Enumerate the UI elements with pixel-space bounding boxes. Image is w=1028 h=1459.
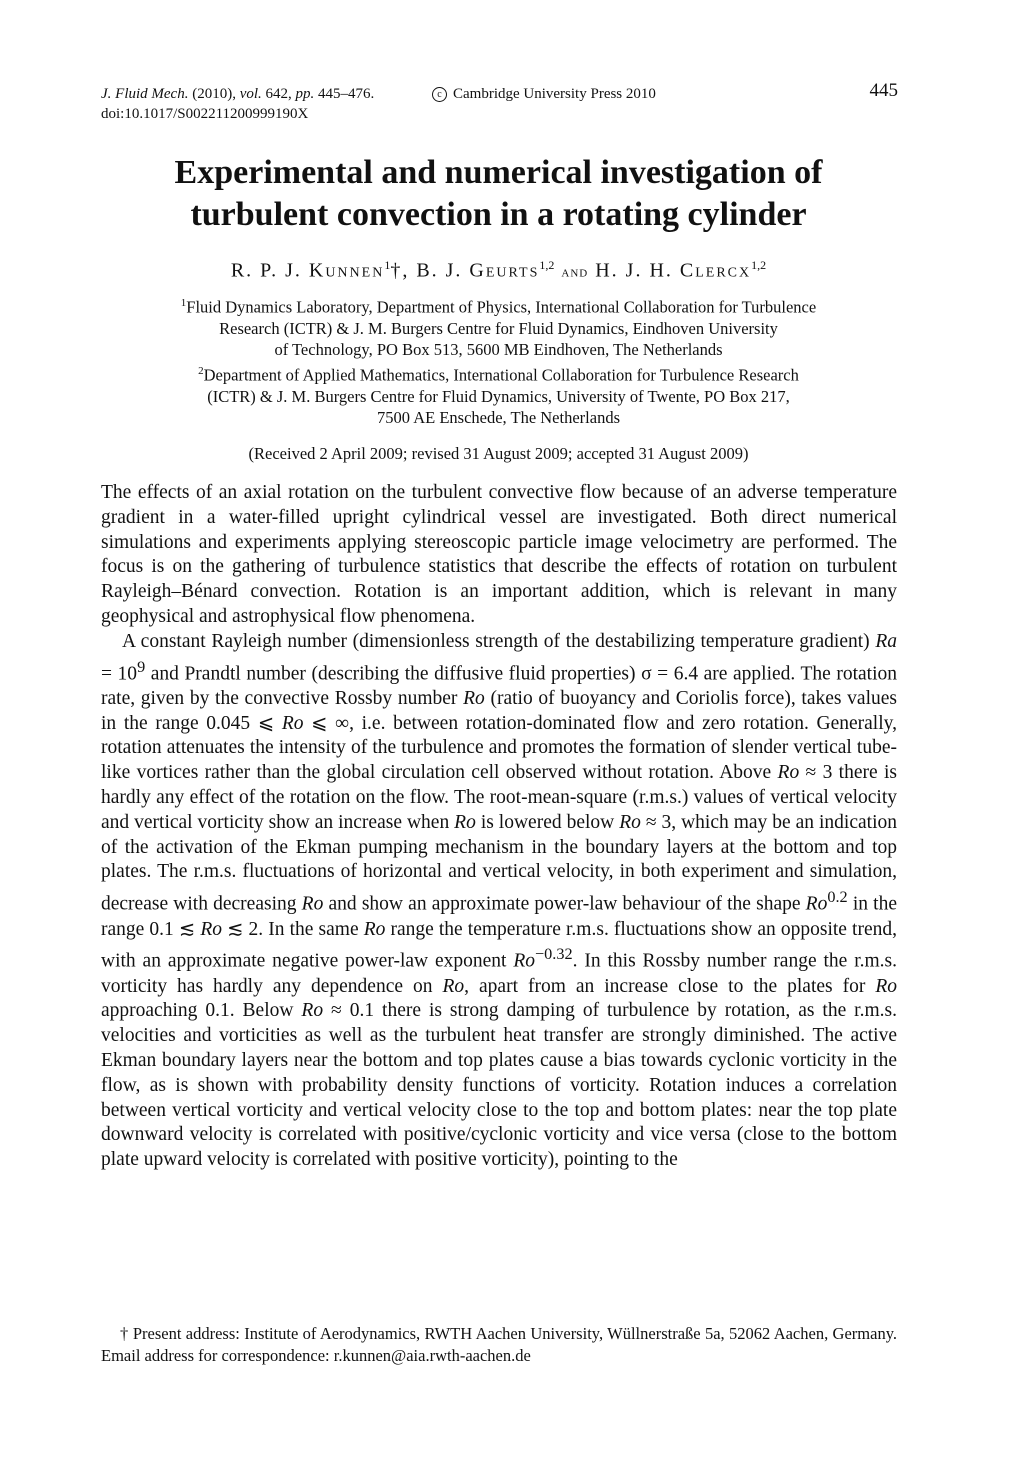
footnote-mark: †	[120, 1324, 129, 1343]
author-2: B. J. Geurts	[416, 259, 540, 282]
author-and: and	[561, 264, 589, 281]
running-header	[101, 84, 898, 105]
received-dates: (Received 2 April 2009; revised 31 August 2009; accepted 31 August 2009)	[248, 444, 749, 463]
author-2-affil: 1,2	[539, 258, 555, 272]
paper-title	[100, 152, 897, 236]
author-list	[100, 258, 897, 283]
author-1: R. P. J. Kunnen	[230, 259, 385, 282]
page-range: 445–476.	[318, 86, 375, 102]
affiliation-1-line-3: of Technology, PO Box 513, 5600 MB Eindhoven, The Netherlands	[274, 339, 723, 359]
affiliation-2-line-2: (ICTR) & J. M. Burgers Centre for Fluid Dynamics, University of Twente, PO Box 217,	[207, 386, 790, 406]
affiliation-2	[100, 361, 897, 428]
volume: 642,	[265, 86, 292, 102]
affiliation-2-line-3: 7500 AE Enschede, The Netherlands	[376, 407, 620, 427]
author-3-affil: 1,2	[751, 258, 767, 272]
title-line-2: turbulent convection in a rotating cylinder	[190, 196, 807, 233]
copyright	[432, 84, 656, 105]
volume-label: vol.	[239, 86, 262, 102]
footnote	[101, 1323, 897, 1367]
doi: doi:10.1017/S002211200999190X	[101, 106, 309, 122]
abstract-paragraph-2: A constant Rayleigh number (dimensionless strength of the destabilizing temperature gradient) $Ra = 10^9$ and Prandtl number (describing the diffusive fluid properties) σ = 6.4 are applied. The rotation rate, given by the convective Rossby number Ro (ratio of buoyancy and Coriolis force), takes values in the range 0.045 ⩽ Ro ⩽ ∞, i.e. between rotation-dominated flow and zero rotation. Generally, rotation attenuates the intensity of the turbulence and promotes the formation of slender vertical tube-like vortices rather than the global circulation cell observed without rotation. Above Ro ≈ 3 there is hardly any effect of the rotation on the flow. The root-mean-square (r.m.s.) values of vertical velocity and vertical vorticity show an increase when Ro is lowered below Ro ≈ 3, which may be an indication of the activation of the Ekman pumping mechanism in the boundary layers at the bottom and top plates. The r.m.s. fluctuations of horizontal and vertical velocity, in both experiment and simulation, decrease with decreasing Ro and show an approximate power-law behaviour of the shape $Ro^{0.2}$ in the range 0.1 ≲ Ro ≲ 2. In the same Ro range the temperature r.m.s. fluctuations show an opposite trend, with an approximate negative power-law exponent $Ro^{-0.32}$. In this Rossby number range the r.m.s. vorticity has hardly any dependence on Ro, apart from an increase close to the plates for Ro approaching 0.1. Below Ro ≈ 0.1 there is strong damping of turbulence by rotation, as the r.m.s. velocities and vorticities as well as the turbulent heat transfer are strongly diminished. The active Ekman boundary layers near the bottom and top plates cause a bias towards cyclonic vorticity in the flow, as is shown with probability density functions of vorticity. Rotation induces a correlation between vertical vorticity and vertical velocity close to the top and bottom plates: near the top plate downward velocity is correlated with positive/cyclonic vorticity and vice versa (close to the bottom plate upward velocity is correlated with positive vorticity), pointing to the	[101, 630, 898, 1171]
affiliation-1-line-2: Research (ICTR) & J. M. Burgers Centre for Fluid Dynamics, Eindhoven University	[219, 318, 778, 338]
journal-name: J. Fluid Mech.	[101, 86, 189, 102]
abstract	[101, 481, 897, 1173]
author-1-affil: 1	[384, 258, 391, 272]
author-1-mark: †,	[390, 259, 410, 282]
affiliation-1-num: 1	[180, 297, 187, 309]
affiliation-2-num: 2	[198, 365, 204, 377]
abstract-paragraph-1: The effects of an axial rotation on the turbulent convective flow because of an adverse temperature gradient in a water-filled upright cylindrical vessel are investigated. Both direct numerical simulations and experiments applying stereoscopic particle image velocimetry are performed. The focus is on the gathering of turbulence statistics that describe the effects of rotation on turbulent Rayleigh–Bénard convection. Rotation is an important addition, which is relevant in many geophysical and astrophysical flow phenomena.	[101, 482, 897, 627]
copyright-text: Cambridge University Press 2010	[453, 86, 656, 102]
title-line-1: Experimental and numerical investigation of	[174, 154, 823, 191]
affiliation-1	[100, 293, 897, 360]
author-3: H. J. H. Clercx	[595, 259, 752, 282]
affiliation-2-line-1: Department of Applied Mathematics, International Collaboration for Turbulence Research	[203, 365, 799, 385]
footnote-text: Present address: Institute of Aerodynamics, RWTH Aachen University, Wüllnerstraße 5a, 52062 Aachen, Germany. Email address for correspondence: r.kunnen@aia.rwth-aachen.de	[101, 1324, 898, 1365]
affiliation-1-line-1: Fluid Dynamics Laboratory, Department of Physics, International Collaboration for Turbulence	[186, 297, 817, 317]
page-number: 445	[869, 80, 898, 101]
copyright-icon: c	[432, 87, 447, 102]
pages-label: pp.	[295, 86, 315, 102]
journal-year: (2010),	[192, 86, 236, 102]
